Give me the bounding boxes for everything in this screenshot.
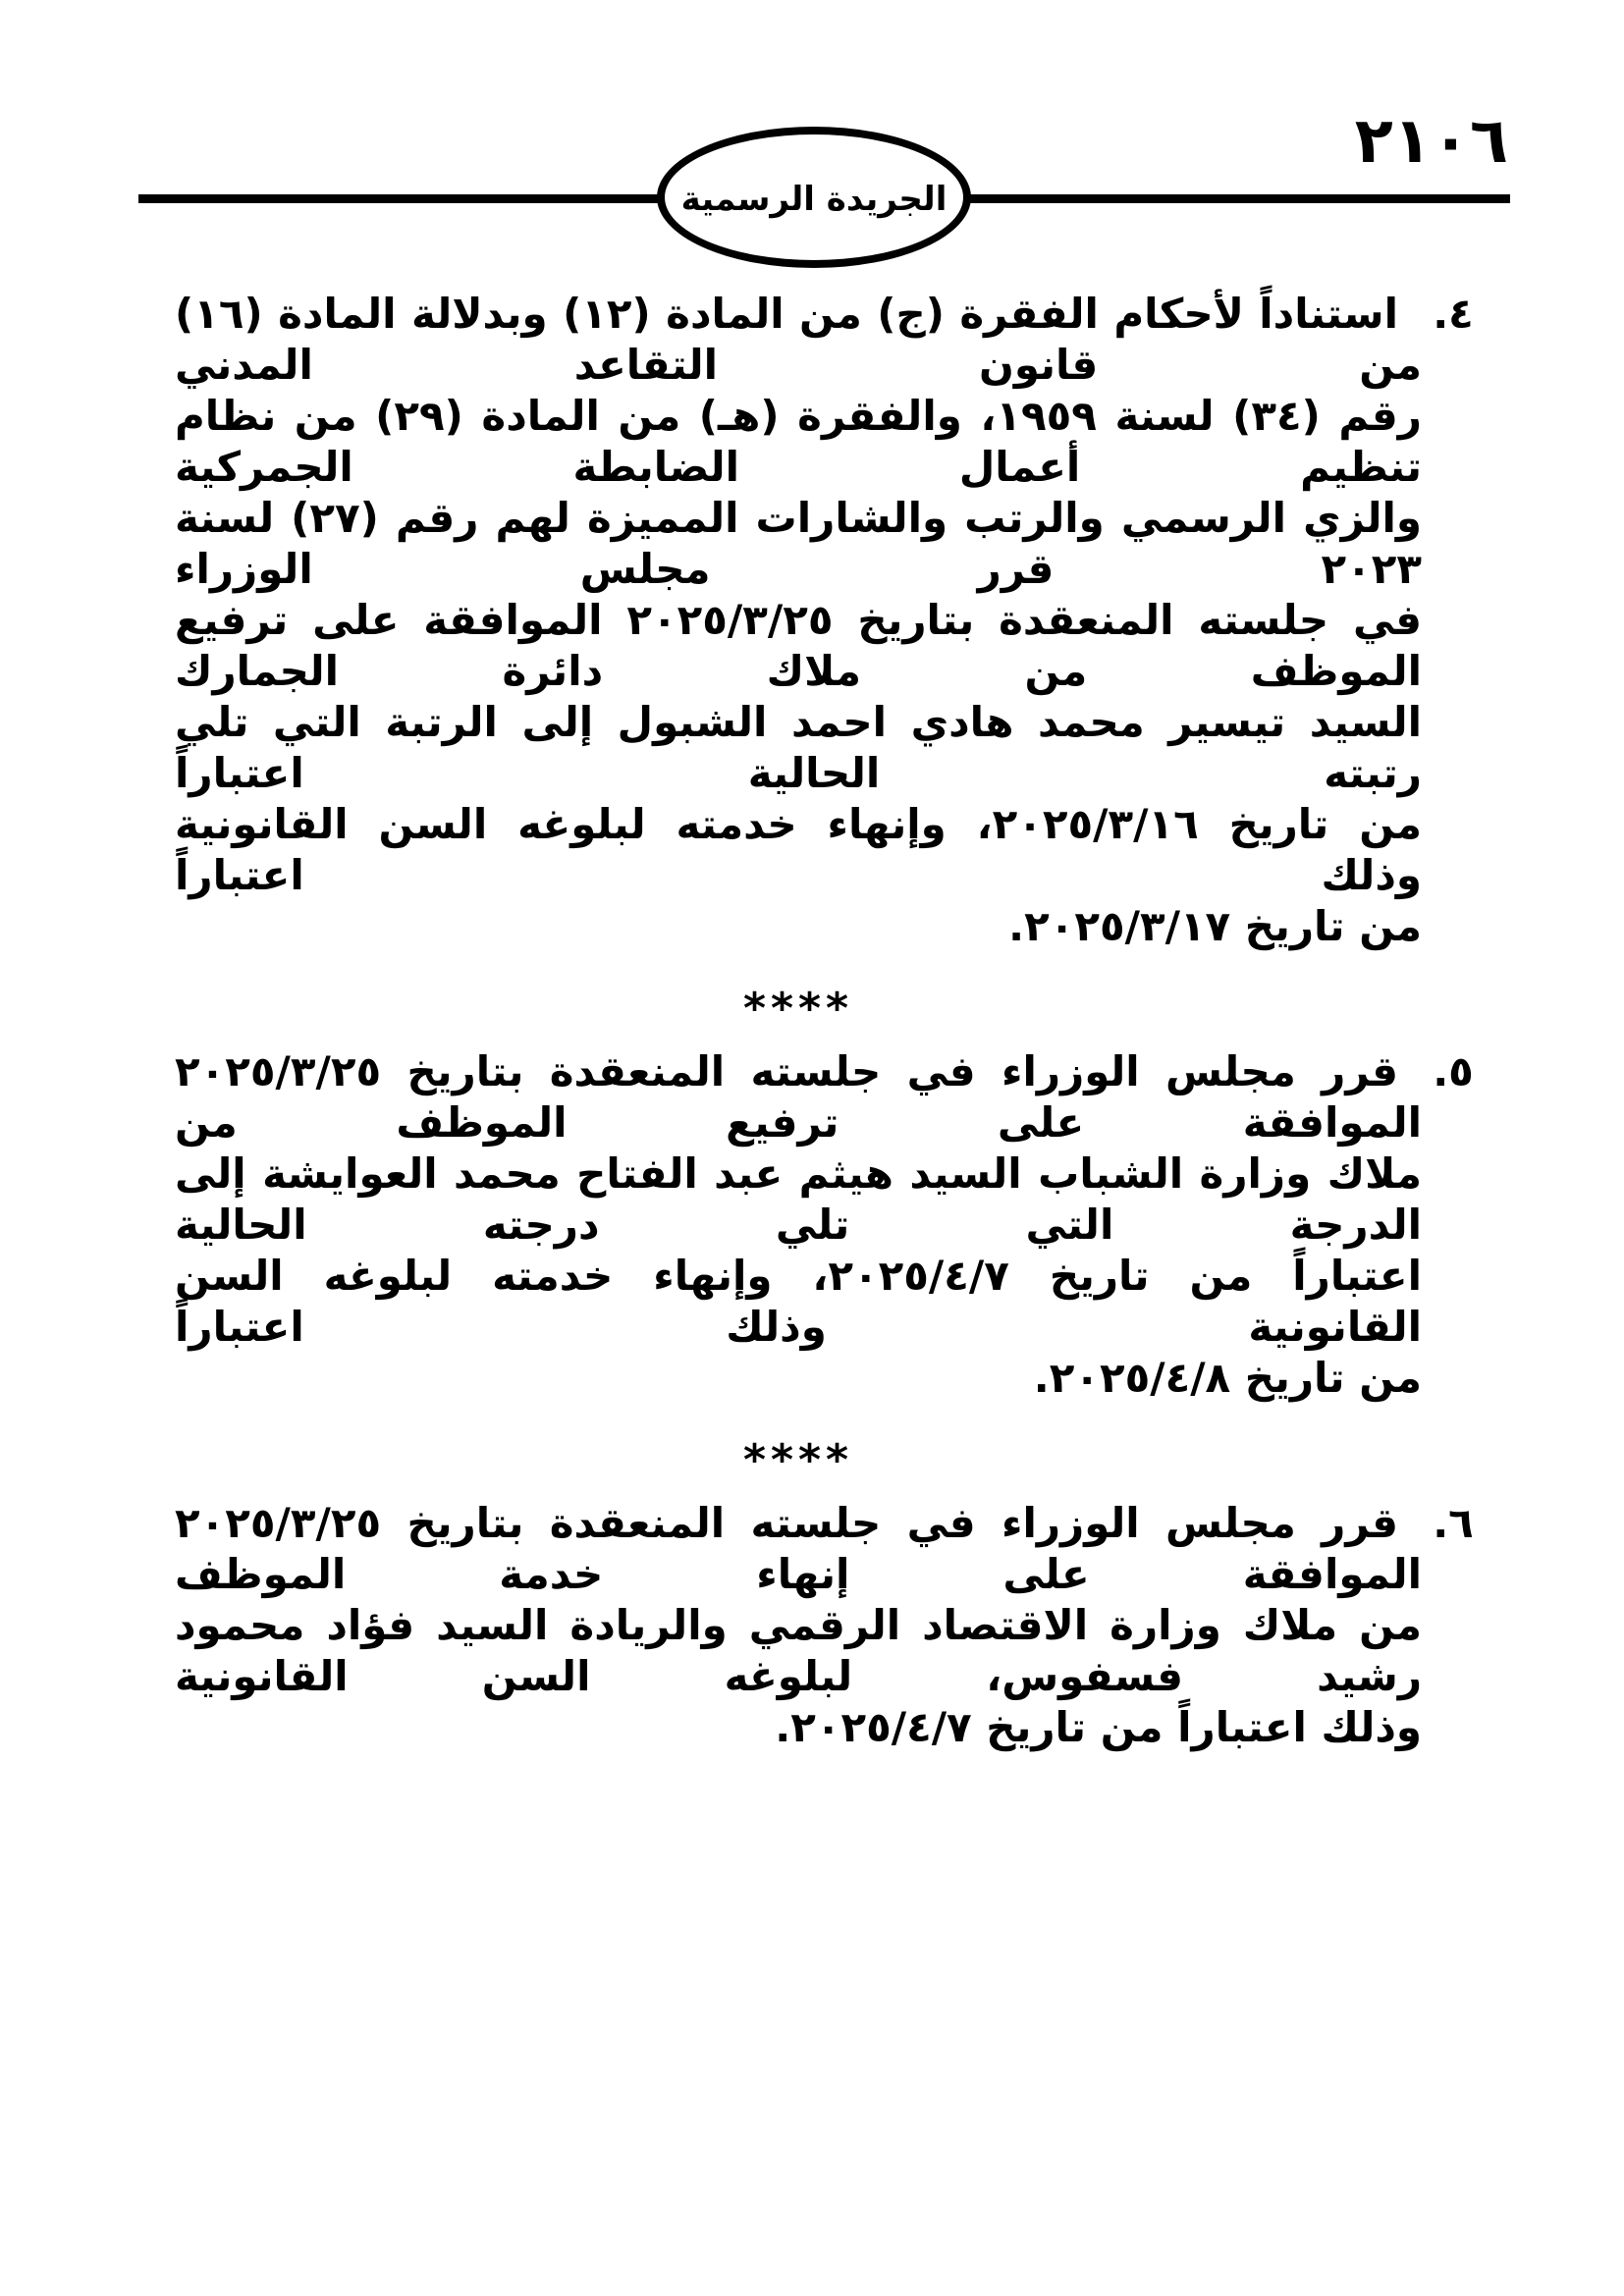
- stars-separator: ****: [742, 984, 854, 1034]
- item-number: ٥.: [1433, 1047, 1474, 1095]
- official-gazette-banner: [657, 127, 971, 268]
- decision-item-6: [175, 1498, 1474, 1753]
- decision-item-5: [175, 1046, 1474, 1404]
- banner-label: الجريدة الرسمية: [680, 180, 947, 219]
- decisions-list: [175, 289, 1474, 1753]
- text-line: السيد تيسير محمد هادي احمد الشبول إلى الرتبة التي تلي رتبته الحالية اعتباراً: [175, 698, 1422, 797]
- text-line: استناداً لأحكام الفقرة (ج) من المادة (١٢) وبدلالة المادة (١٦) من قانون التقاعد المدني: [175, 290, 1422, 389]
- text-line: في جلسته المنعقدة بتاريخ ٢٠٢٥/٣/٢٥ الموافقة على ترفيع الموظف من ملاك دائرة الجمارك: [175, 596, 1422, 695]
- text-line: ملاك وزارة الشباب السيد هيثم عبد الفتاح محمد العوايشة إلى الدرجة التي تلي درجته الحالية: [175, 1149, 1422, 1249]
- text-line: اعتباراً من تاريخ ٢٠٢٥/٤/٧، وإنهاء خدمته لبلوغه السن القانونية وذلك اعتباراً: [175, 1252, 1422, 1351]
- item-number: ٤.: [1433, 290, 1474, 338]
- text-line: من تاريخ ٢٠٢٥/٤/٨.: [1033, 1354, 1422, 1402]
- decision-item-4: [175, 289, 1474, 952]
- stars-separator: ****: [742, 1435, 854, 1485]
- text-line: رقم (٣٤) لسنة ١٩٥٩، والفقرة (هـ) من المادة (٢٩) من نظام تنظيم أعمال الضابطة الجمركية: [175, 392, 1422, 491]
- text-line: من ملاك وزارة الاقتصاد الرقمي والريادة السيد فؤاد محمود رشيد فسفوس، لبلوغه السن القانونية: [175, 1601, 1422, 1700]
- text-line: من تاريخ ٢٠٢٥/٣/١٦، وإنهاء خدمته لبلوغه السن القانونية وذلك اعتباراً: [175, 800, 1422, 899]
- page-number: ٢١٠٦: [1354, 105, 1508, 178]
- text-line: والزي الرسمي والرتب والشارات المميزة لهم رقم (٢٧) لسنة ٢٠٢٣ قرر مجلس الوزراء: [175, 494, 1422, 593]
- text-line: من تاريخ ٢٠٢٥/٣/١٧.: [1008, 902, 1422, 950]
- text-line: قرر مجلس الوزراء في جلسته المنعقدة بتاريخ ٢٠٢٥/٣/٢٥ الموافقة على ترفيع الموظف من: [175, 1047, 1422, 1147]
- item-number: ٦.: [1433, 1499, 1474, 1547]
- text-line: قرر مجلس الوزراء في جلسته المنعقدة بتاريخ ٢٠٢٥/٣/٢٥ الموافقة على إنهاء خدمة الموظف: [175, 1499, 1422, 1598]
- text-line: وذلك اعتباراً من تاريخ ٢٠٢٥/٤/٧.: [775, 1703, 1422, 1751]
